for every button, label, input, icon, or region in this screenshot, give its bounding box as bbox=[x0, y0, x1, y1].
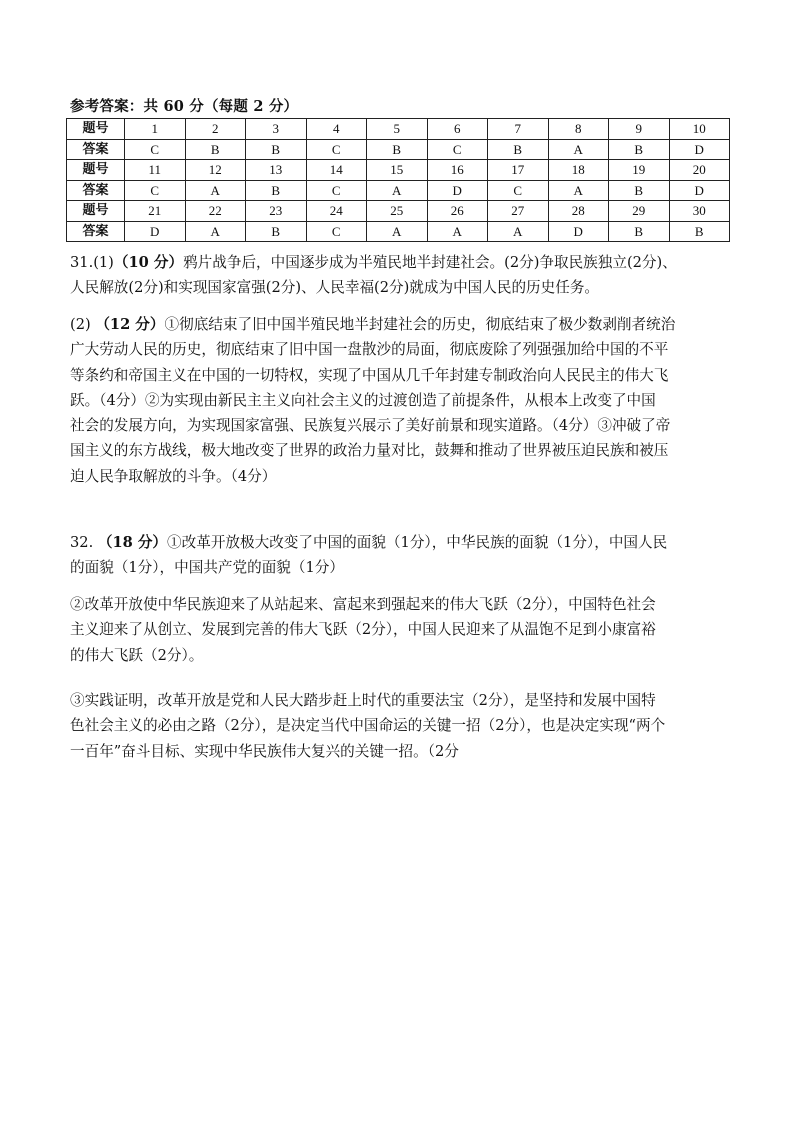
q31-part2-line-2: 广大劳动人民的历史，彻底结束了旧中国一盘散沙的局面，彻底废除了列强强加给中国的不平 bbox=[70, 341, 669, 359]
answer-cell: C bbox=[306, 139, 367, 160]
q32-score: （18 分） bbox=[97, 534, 168, 551]
question-number-cell: 29 bbox=[609, 201, 670, 222]
question-number-cell: 14 bbox=[306, 160, 367, 181]
q32-point-2-line-2: 主义迎来了从创立、发展到完善的伟大飞跃（2分），中国人民迎来了从温饱不足到小康富裕 bbox=[70, 621, 656, 639]
q31-part1 bbox=[70, 250, 730, 301]
question-number-cell: 4 bbox=[306, 119, 367, 140]
q31-part2-line-4: 跃。（4分）②为实现由新民主主义向社会主义的过渡创造了前提条件，从根本上改变了中国 bbox=[70, 391, 656, 409]
question-number-cell: 17 bbox=[488, 160, 549, 181]
answer-cell: D bbox=[548, 221, 609, 242]
answer-cell: B bbox=[246, 139, 307, 160]
answer-cell: A bbox=[185, 221, 246, 242]
answer-cell: A bbox=[427, 221, 488, 242]
question-number-cell: 12 bbox=[185, 160, 246, 181]
answer-cell: B bbox=[609, 180, 670, 201]
question-number-cell: 25 bbox=[367, 201, 428, 222]
table-number-row bbox=[67, 201, 730, 222]
q32-point-3-line-3: 一百年”奋斗目标、实现中华民族伟大复兴的关键一招。（2分 bbox=[70, 742, 459, 760]
answer-cell: C bbox=[125, 139, 186, 160]
answer-cell: D bbox=[669, 139, 730, 160]
q31-part2-line-6: 国主义的东方战线，极大地改变了世界的政治力量对比，鼓舞和推动了世界被压迫民族和被压 bbox=[70, 442, 669, 460]
answer-cell: C bbox=[427, 139, 488, 160]
q31-part2-prefix: (2) bbox=[70, 316, 91, 333]
answer-cell: B bbox=[669, 221, 730, 242]
question-number-cell: 1 bbox=[125, 119, 186, 140]
q32-point-3-line-2: 色社会主义的必由之路（2分），是决定当代中国命运的关键一招（2分），也是决定实现“两个 bbox=[70, 717, 666, 735]
q31-part2 bbox=[70, 312, 730, 489]
question-number-cell: 6 bbox=[427, 119, 488, 140]
question-number-cell: 8 bbox=[548, 119, 609, 140]
question-number-cell: 7 bbox=[488, 119, 549, 140]
q32-point-1-text-1: ①改革开放极大改变了中国的面貌（1分），中华民族的面貌（1分），中国人民 bbox=[167, 534, 668, 551]
question-number-cell: 20 bbox=[669, 160, 730, 181]
answer-cell: D bbox=[125, 221, 186, 242]
answer-table bbox=[66, 118, 730, 242]
table-row-label: 题号 bbox=[67, 201, 125, 222]
q32-point-1-line-1 bbox=[70, 530, 730, 555]
question-number-cell: 24 bbox=[306, 201, 367, 222]
q32-point-1 bbox=[70, 530, 730, 581]
answer-cell: C bbox=[125, 180, 186, 201]
q32-point-2-line-3: 的伟大飞跃（2分）。 bbox=[70, 646, 204, 664]
answer-cell: B bbox=[488, 139, 549, 160]
question-number-cell: 16 bbox=[427, 160, 488, 181]
answer-cell: B bbox=[367, 139, 428, 160]
q31-part1-prefix: 31.(1) bbox=[70, 254, 114, 271]
table-number-row bbox=[67, 160, 730, 181]
answer-cell: C bbox=[488, 180, 549, 201]
q32-point-3 bbox=[70, 688, 730, 764]
q31-part2-text-1: ①彻底结束了旧中国半殖民地半封建社会的历史，彻底结束了极少数剥削者统治 bbox=[164, 316, 676, 333]
answer-cell: A bbox=[548, 180, 609, 201]
table-answer-row bbox=[67, 221, 730, 242]
q31-part2-line-5: 社会的发展方向，为实现国家富强、民族复兴展示了美好前景和现实道路。（4分）③冲破了帝 bbox=[70, 417, 671, 435]
table-row-label: 答案 bbox=[67, 139, 125, 160]
answer-cell: B bbox=[609, 139, 670, 160]
q31-part1-text-1: 鸦片战争后，中国逐步成为半殖民地半封建社会。(2分)争取民族独立(2分)、 bbox=[183, 254, 677, 271]
table-answer-row bbox=[67, 139, 730, 160]
q31-part1-score: （10 分） bbox=[113, 254, 184, 271]
answer-cell: A bbox=[488, 221, 549, 242]
table-row-label: 题号 bbox=[67, 119, 125, 140]
question-number-cell: 10 bbox=[669, 119, 730, 140]
q32-point-1-line-2: 的面貌（1分），中国共产党的面貌（1分） bbox=[70, 559, 344, 577]
answer-cell: A bbox=[185, 180, 246, 201]
answer-cell: A bbox=[367, 221, 428, 242]
answer-cell: A bbox=[548, 139, 609, 160]
answer-cell: B bbox=[246, 221, 307, 242]
question-number-cell: 30 bbox=[669, 201, 730, 222]
question-number-cell: 15 bbox=[367, 160, 428, 181]
table-answer-row bbox=[67, 180, 730, 201]
question-number-cell: 22 bbox=[185, 201, 246, 222]
question-number-cell: 11 bbox=[125, 160, 186, 181]
question-number-cell: 13 bbox=[246, 160, 307, 181]
question-number-cell: 2 bbox=[185, 119, 246, 140]
q32-point-3-line-1: ③实践证明，改革开放是党和人民大踏步赶上时代的重要法宝（2分），是坚持和发展中国特 bbox=[70, 692, 656, 709]
q32-prefix: 32. bbox=[70, 534, 94, 551]
answer-table-body bbox=[67, 119, 730, 242]
q31-part1-line-2: 人民解放(2分)和实现国家富强(2分)、人民幸福(2分)就成为中国人民的历史任务。 bbox=[70, 279, 600, 297]
table-row-label: 答案 bbox=[67, 221, 125, 242]
table-row-label: 题号 bbox=[67, 160, 125, 181]
table-number-row bbox=[67, 119, 730, 140]
question-number-cell: 27 bbox=[488, 201, 549, 222]
question-number-cell: 5 bbox=[367, 119, 428, 140]
answer-cell: C bbox=[306, 180, 367, 201]
answer-cell: B bbox=[246, 180, 307, 201]
question-number-cell: 9 bbox=[609, 119, 670, 140]
answer-cell: B bbox=[185, 139, 246, 160]
q31-part2-line-3: 等条约和帝国主义在中国的一切特权，实现了中国从几千年封建专制政治向人民民主的伟大飞 bbox=[70, 366, 669, 384]
answer-cell: D bbox=[427, 180, 488, 201]
q31-part2-line-7: 迫人民争取解放的斗争。（4分） bbox=[70, 467, 277, 485]
table-row-label: 答案 bbox=[67, 180, 125, 201]
q31-part2-line-1 bbox=[70, 312, 730, 337]
question-number-cell: 19 bbox=[609, 160, 670, 181]
question-number-cell: 3 bbox=[246, 119, 307, 140]
q31-part2-score: （12 分） bbox=[95, 316, 165, 333]
question-number-cell: 18 bbox=[548, 160, 609, 181]
q31-part1-line-1 bbox=[70, 250, 730, 275]
answer-cell: C bbox=[306, 221, 367, 242]
question-number-cell: 28 bbox=[548, 201, 609, 222]
question-number-cell: 23 bbox=[246, 201, 307, 222]
answer-cell: D bbox=[669, 180, 730, 201]
q32-point-2 bbox=[70, 592, 730, 668]
question-number-cell: 26 bbox=[427, 201, 488, 222]
answer-key-heading: 参考答案：共 60 分（每题 2 分） bbox=[70, 98, 299, 115]
question-number-cell: 21 bbox=[125, 201, 186, 222]
answer-cell: A bbox=[367, 180, 428, 201]
q32-point-2-line-1: ②改革开放使中华民族迎来了从站起来、富起来到强起来的伟大飞跃（2分），中国特色社会 bbox=[70, 596, 656, 613]
answer-cell: B bbox=[609, 221, 670, 242]
